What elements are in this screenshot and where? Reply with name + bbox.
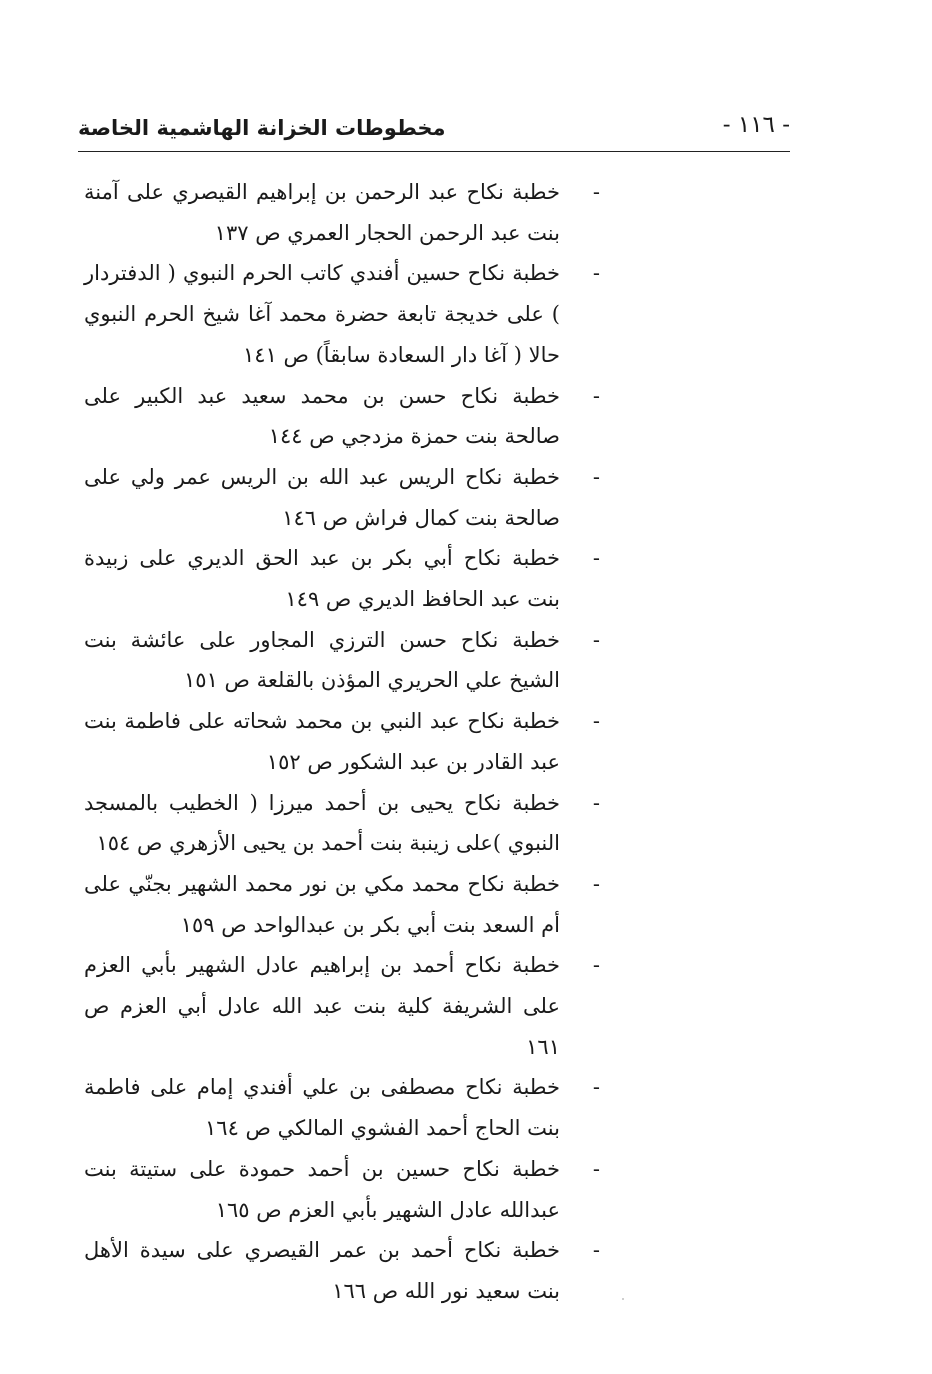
entry-text: خطبة نكاح حسين أفندي كاتب الحرم النبوي ( الدفتردار ) على خديجة تابعة حضرة محمد آغا شيخ الحرم النبوي حالا ( آغا دار السعادة سابقاً) ص ١٤١ (84, 261, 560, 367)
entry-text: خطبة نكاح يحيى بن أحمد ميرزا ( الخطيب بالمسجد النبوي )على زينبة بنت أحمد بن يحيى الأزهري ص ١٥٤ (84, 790, 560, 856)
entry-text: خطبة نكاح أبي بكر بن عبد الحق الديري على زبيدة بنت عبد الحافظ الديري ص ١٤٩ (84, 546, 560, 612)
scan-speck (622, 1298, 624, 1300)
dash-marker: - (592, 627, 600, 652)
entry-text: خطبة نكاح أحمد بن عمر القيصري على سيدة الأهل بنت سعيد نور الله ص ١٦٦ (84, 1238, 560, 1303)
page-header (78, 108, 790, 152)
list-item (84, 376, 600, 457)
dash-marker: - (592, 790, 600, 815)
entry-text: خطبة نكاح عبد النبي بن محمد شحاته على فاطمة بنت عبد القادر بن عبد الشكور ص ١٥٢ (84, 709, 560, 774)
header-rule (78, 151, 790, 152)
running-title: مخطوطات الخزانة الهاشمية الخاصة (78, 116, 446, 140)
list-item (84, 172, 600, 253)
dash-marker: - (592, 953, 600, 978)
list-item (84, 1067, 600, 1148)
list-item (84, 701, 600, 782)
list-item (84, 253, 600, 375)
dash-marker: - (592, 464, 600, 489)
dash-marker: - (592, 1075, 600, 1100)
list-item (84, 783, 600, 864)
page-number: - ١١٦ - (722, 112, 790, 138)
list-item (84, 457, 600, 538)
dash-marker: - (592, 1238, 600, 1263)
list-item (84, 538, 600, 619)
list-item (84, 864, 600, 945)
dash-marker: - (592, 261, 600, 286)
entry-text: خطبة نكاح عبد الرحمن بن إبراهيم القيصري على آمنة بنت عبد الرحمن الحجار العمري ص ١٣٧ (84, 180, 560, 245)
entry-text: خطبة نكاح حسن الترزي المجاور على عائشة بنت الشيخ علي الحريري المؤذن بالقلعة ص ١٥١ (84, 627, 560, 693)
dash-marker: - (592, 383, 600, 408)
entry-text: خطبة نكاح أحمد بن إبراهيم عادل الشهير بأبي العزم على الشريفة كلية بنت عبد الله عادل أبي العزم ص ١٦١ (84, 953, 560, 1059)
entry-text: خطبة نكاح محمد مكي بن نور محمد الشهير بجنّي على أم السعد بنت أبي بكر بن عبدالواحد ص ١٥٩ (84, 871, 560, 937)
dash-marker: - (592, 871, 600, 896)
dash-marker: - (592, 546, 600, 571)
list-item (84, 1230, 600, 1311)
list-item (84, 945, 600, 1067)
dash-marker: - (592, 709, 600, 734)
entry-text: خطبة نكاح حسين بن أحمد حمودة على ستيتة بنت عبدالله عادل الشهير بأبي العزم ص ١٦٥ (84, 1156, 560, 1222)
entry-text: خطبة نكاح مصطفى بن علي أفندي إمام على فاطمة بنت الحاج أحمد الفشوي المالكي ص ١٦٤ (84, 1075, 560, 1141)
entry-text: خطبة نكاح الريس عبد الله بن الريس عمر ولي على صالحة بنت كمال فراش ص ١٤٦ (84, 464, 560, 530)
list-item (84, 1149, 600, 1230)
entry-list (84, 172, 600, 1312)
dash-marker: - (592, 1156, 600, 1181)
entry-text: خطبة نكاح حسن بن محمد سعيد عبد الكبير على صالحة بنت حمزة مزدجي ص ١٤٤ (84, 383, 560, 449)
list-item (84, 620, 600, 701)
dash-marker: - (592, 180, 600, 204)
